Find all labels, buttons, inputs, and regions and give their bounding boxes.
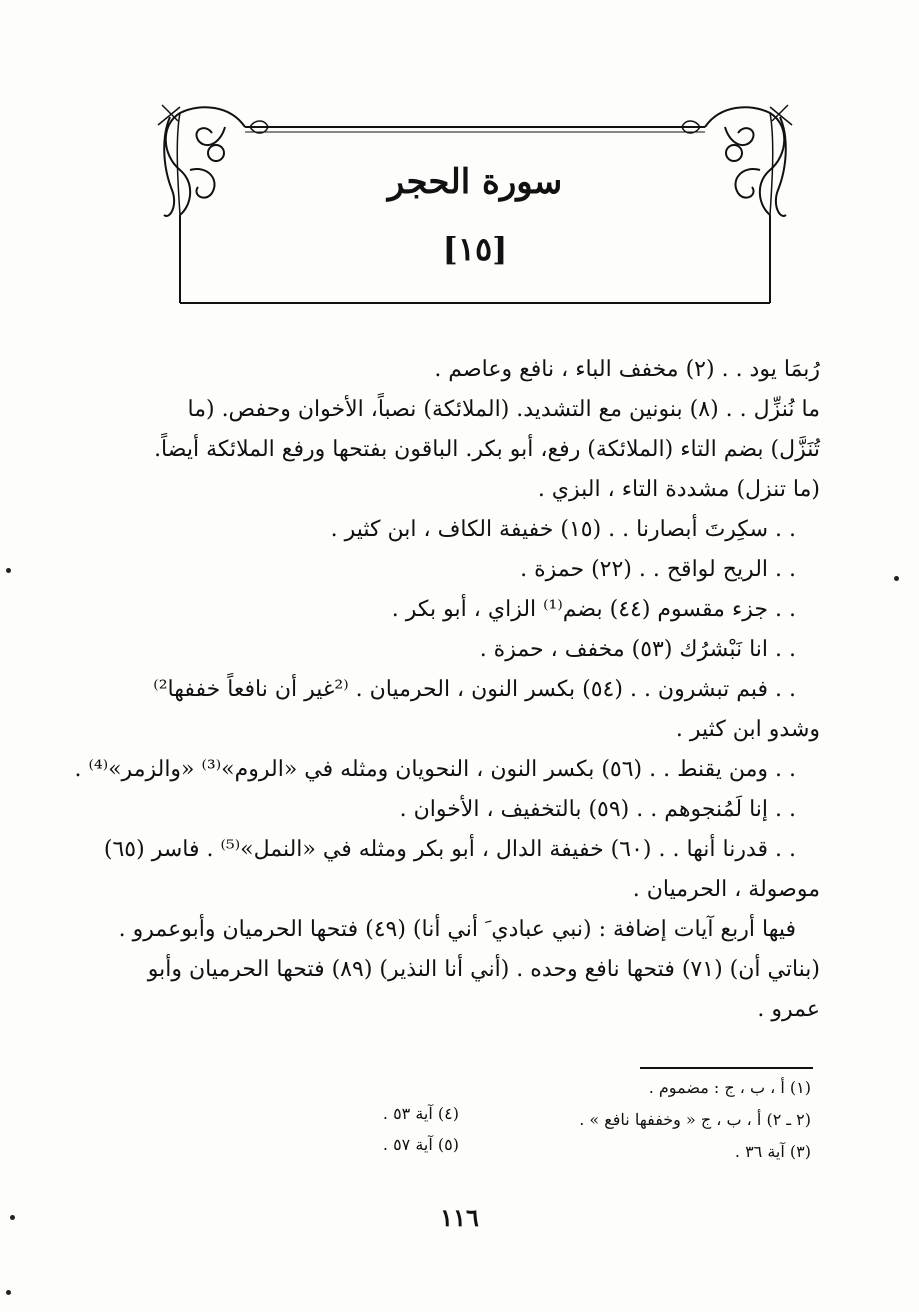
surah-title: سورة الحجر — [387, 162, 563, 202]
scan-speck — [6, 1290, 11, 1295]
text-line: . . قدرنا أنها . . (٦٠) خفيفة الدال ، أبو بكر ومثله في «النمل»⁽⁵⁾ . فاسر (٦٥) — [103, 837, 796, 862]
footnote-4: (٤) آية ٥٣ . — [382, 1104, 459, 1123]
text-line: موصولة ، الحرميان . — [632, 877, 820, 902]
text-line: . . فبم تبشرون . . (٥٤) بكسر النون ، الحرميان . ⁽²غير أن نافعاً خففها²⁾ — [153, 677, 796, 702]
text-line: . . سكِرتَ أبصارنا . . (١٥) خفيفة الكاف ، ابن كثير . — [330, 517, 796, 542]
footnote-5: (٥) آية ٥٧ . — [382, 1135, 459, 1154]
scan-speck — [6, 568, 11, 573]
text-line: رُبمَا يود . . (٢) مخفف الباء ، نافع وعاصم . — [434, 357, 820, 382]
text-line: ما نُنزِّل . . (٨) بنونين مع التشديد. (الملائكة) نصباً، الأخوان وحفص. (ما — [187, 397, 820, 422]
footnote-1: (١) أ ، ب ، ج : مضموم . — [648, 1078, 811, 1097]
footnote-3: (٣) آية ٣٦ . — [734, 1142, 811, 1161]
text-line: . . جزء مقسوم (٤٤) بضم⁽¹⁾ الزاي ، أبو بكر . — [391, 597, 796, 622]
footnote-2: (٢ ـ ٢) أ ، ب ، ج « وخففها نافع » . — [579, 1110, 811, 1129]
text-line: تُنَزَّل) بضم التاء (الملائكة) رفع، أبو بكر. الباقون بفتحها ورفع الملائكة أيضاً. — [154, 437, 820, 462]
footnote-separator — [640, 1067, 813, 1069]
text-line: (ما تنزل) مشددة التاء ، البزي . — [537, 477, 820, 502]
text-line: . . انا نَبْشرُك (٥٣) مخفف ، حمزة . — [479, 637, 796, 662]
scan-speck — [894, 576, 899, 581]
surah-number: [١٥] — [442, 230, 508, 268]
text-line: عمرو . — [757, 997, 820, 1022]
main-text — [74, 350, 820, 1030]
text-line: (بناتي أن) (٧١) فتحها نافع وحده . (أني أنا النذير) (٨٩) فتحها الحرميان وأبو — [147, 957, 820, 982]
scan-speck — [10, 1215, 15, 1220]
text-line: وشدو ابن كثير . — [675, 717, 820, 742]
text-line: فيها أربع آيات إضافة : (نبي عبادي َ أني أنا) (٤٩) فتحها الحرميان وأبوعمرو . — [118, 917, 796, 942]
text-line: . . إنا لَمُنجوهم . . (٥٩) بالتخفيف ، الأخوان . — [399, 797, 796, 822]
page-number: ١١٦ — [440, 1203, 479, 1232]
text-line: . . الريح لواقح . . (٢٢) حمزة . — [520, 557, 796, 582]
text-line: . . ومن يقنط . . (٥٦) بكسر النون ، النحويان ومثله في «الروم»⁽³⁾ «والزمر»⁽⁴⁾ . — [74, 757, 796, 782]
